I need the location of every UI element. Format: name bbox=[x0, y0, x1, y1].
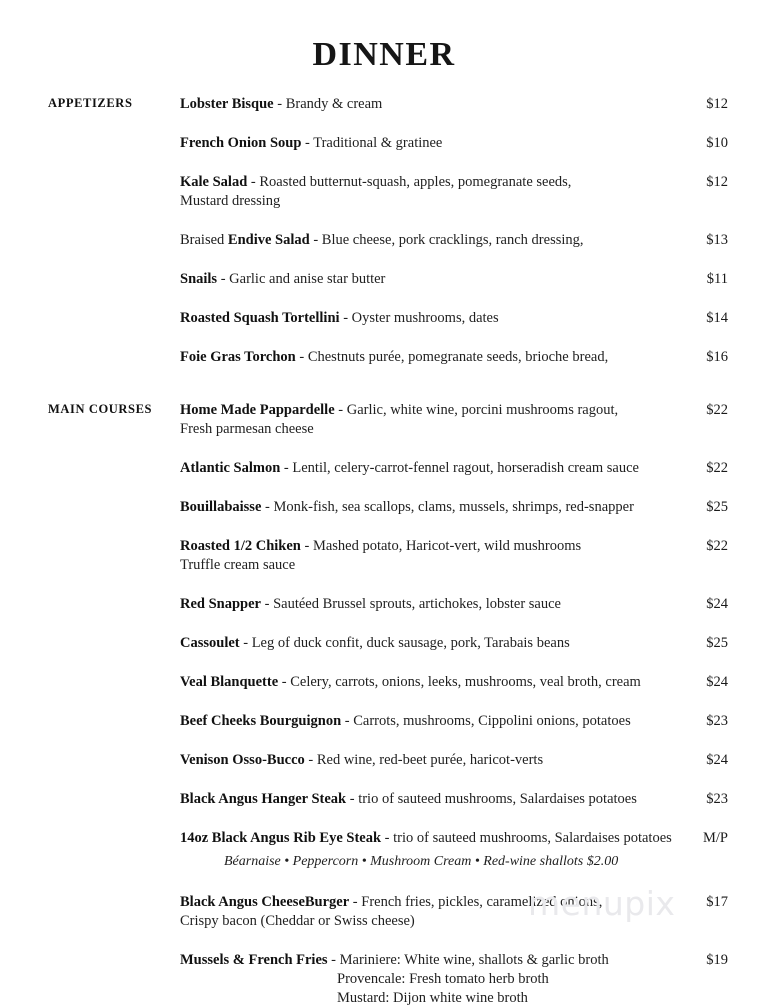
menu-item-description: - Oyster mushrooms, dates bbox=[339, 310, 499, 327]
menu-item-description: - Blue cheese, pork cracklings, ranch dressing, bbox=[309, 232, 584, 249]
menu-item-description: - Mariniere: White wine, shallots & garlic broth bbox=[327, 952, 609, 969]
menu-item-description-line2: Fresh parmesan cheese bbox=[180, 421, 314, 438]
section-label-appetizers: APPETIZERS bbox=[48, 96, 133, 111]
menu-item-price: $12 bbox=[706, 174, 728, 191]
menu-item-price: $19 bbox=[706, 952, 728, 969]
menu-item-description: - Roasted butternut-squash, apples, pomegranate seeds, bbox=[247, 174, 572, 191]
appetizers-item-list bbox=[0, 95, 768, 367]
menu-item-description: - Celery, carrots, onions, leeks, mushrooms, veal broth, cream bbox=[278, 674, 641, 691]
menu-item-description: - Leg of duck confit, duck sausage, pork, Tarabais beans bbox=[239, 635, 570, 652]
menu-item-description: - Sautéed Brussel sprouts, artichokes, lobster sauce bbox=[260, 596, 561, 613]
menu-item-price: $24 bbox=[706, 596, 728, 613]
menu-item-text bbox=[180, 231, 680, 250]
menu-item-text bbox=[180, 893, 680, 912]
menu-item[interactable] bbox=[0, 537, 768, 575]
menu-item-description: - trio of sauteed mushrooms, Salardaises potatoes bbox=[381, 830, 672, 847]
menu-item[interactable] bbox=[0, 401, 768, 439]
menu-item-price: $25 bbox=[706, 635, 728, 652]
menu-item[interactable] bbox=[0, 459, 768, 478]
menu-item-name: Bouillabaisse bbox=[180, 499, 262, 516]
menu-item-name: Snails bbox=[180, 271, 218, 288]
menu-item-text bbox=[180, 498, 680, 517]
menu-item-text bbox=[180, 673, 680, 692]
menu-item-price: $22 bbox=[706, 460, 728, 477]
menu-item-name: Kale Salad bbox=[180, 174, 248, 191]
section-label-main-courses: MAIN COURSES bbox=[48, 402, 153, 417]
sauce-options-note bbox=[0, 852, 768, 871]
menu-item[interactable] bbox=[0, 751, 768, 770]
menu-item-price: $12 bbox=[706, 96, 728, 113]
menu-item-description: - French fries, pickles, caramelized onions, bbox=[349, 894, 603, 911]
menu-item-prefix: Braised bbox=[180, 232, 228, 249]
menu-item[interactable] bbox=[0, 673, 768, 692]
menu-item-name: Veal Blanquette bbox=[180, 674, 279, 691]
menu-item[interactable] bbox=[0, 829, 768, 848]
menu-item-name: Roasted 1/2 Chiken bbox=[180, 538, 301, 555]
menu-item[interactable] bbox=[0, 595, 768, 614]
menu-item-name: Cassoulet bbox=[180, 635, 240, 652]
page-title: DINNER bbox=[312, 36, 456, 73]
menu-item-price: $11 bbox=[706, 271, 728, 288]
menu-item-text bbox=[180, 751, 680, 770]
menu-item-name: Red Snapper bbox=[180, 596, 261, 613]
menu-item-suboption: Mustard: Dijon white wine broth bbox=[337, 990, 528, 1007]
menu-item-name: Beef Cheeks Bourguignon bbox=[180, 713, 342, 730]
menu-item-text bbox=[180, 270, 680, 289]
menu-item-description: - Mashed potato, Haricot-vert, wild mushrooms bbox=[300, 538, 582, 555]
menu-item-price: M/P bbox=[703, 830, 728, 847]
menu-item-name: Foie Gras Torchon bbox=[180, 349, 296, 366]
menu-item[interactable] bbox=[0, 634, 768, 653]
menu-item-name: Mussels & French Fries bbox=[180, 952, 328, 969]
sauce-options-text: Béarnaise • Peppercorn • Mushroom Cream • Red-wine shallots $2.00 bbox=[224, 854, 619, 870]
menu-item-text bbox=[180, 537, 680, 556]
menu-item-name: Home Made Pappardelle bbox=[180, 402, 335, 419]
main-courses-item-list-continued bbox=[0, 893, 768, 1008]
menu-item-price: $13 bbox=[706, 232, 728, 249]
menu-item-text bbox=[180, 95, 680, 114]
menu-item-name: Black Angus Hanger Steak bbox=[180, 791, 347, 808]
menu-item[interactable] bbox=[0, 893, 768, 931]
menu-item-text bbox=[180, 401, 680, 420]
menu-item[interactable] bbox=[0, 231, 768, 250]
menu-item-text bbox=[180, 309, 680, 328]
menu-item-description-line2: Truffle cream sauce bbox=[180, 557, 296, 574]
menu-item-name: Lobster Bisque bbox=[180, 96, 274, 113]
menu-item-price: $14 bbox=[706, 310, 728, 327]
menu-item-text bbox=[180, 790, 680, 809]
menu-item-price: $25 bbox=[706, 499, 728, 516]
menu-item-name: 14oz Black Angus Rib Eye Steak bbox=[180, 830, 382, 847]
menu-item[interactable] bbox=[0, 95, 768, 114]
menu-item-name: Roasted Squash Tortellini bbox=[180, 310, 340, 327]
menu-item-description: - Red wine, red-beet purée, haricot-verts bbox=[304, 752, 544, 769]
menu-item-name: Black Angus CheeseBurger bbox=[180, 894, 350, 911]
menu-item-price: $23 bbox=[706, 791, 728, 808]
menu-item[interactable] bbox=[0, 951, 768, 1008]
menu-item[interactable] bbox=[0, 270, 768, 289]
section-appetizers bbox=[0, 73, 768, 367]
menu-item-name: Venison Osso-Bucco bbox=[180, 752, 305, 769]
menu-item-description: - Monk-fish, sea scallops, clams, mussels, shrimps, red-snapper bbox=[261, 499, 634, 516]
menu-item-suboptions bbox=[337, 970, 720, 1008]
menu-item-name: Endive Salad bbox=[227, 232, 310, 249]
menu-item[interactable] bbox=[0, 309, 768, 328]
menu-item-description: - Brandy & cream bbox=[273, 96, 383, 113]
menu-item-price: $16 bbox=[706, 349, 728, 366]
menu-item-description: - Chestnuts purée, pomegranate seeds, brioche bread, bbox=[295, 349, 609, 366]
menu-item[interactable] bbox=[0, 790, 768, 809]
menu-item-text bbox=[180, 829, 680, 848]
section-main-courses bbox=[0, 367, 768, 1008]
menu-item-text bbox=[180, 634, 680, 653]
menu-item-description-line2: Mustard dressing bbox=[180, 193, 281, 210]
menu-item[interactable] bbox=[0, 498, 768, 517]
main-courses-item-list bbox=[0, 401, 768, 848]
menu-item-text bbox=[180, 951, 680, 970]
menu-item-price: $10 bbox=[706, 135, 728, 152]
menu-item-description: - Traditional & gratinee bbox=[301, 135, 443, 152]
menu-item-text bbox=[180, 173, 680, 192]
menupix-watermark: menupix bbox=[528, 884, 676, 923]
menu-item[interactable] bbox=[0, 712, 768, 731]
menu-item-suboption: Provencale: Fresh tomato herb broth bbox=[337, 971, 549, 988]
menu-item-name: French Onion Soup bbox=[180, 135, 302, 152]
menu-item-price: $17 bbox=[706, 894, 728, 911]
menu-item-price: $23 bbox=[706, 713, 728, 730]
menu-item-description: - Garlic, white wine, porcini mushrooms ragout, bbox=[334, 402, 619, 419]
menu-item-text bbox=[180, 712, 680, 731]
menu-item-price: $22 bbox=[706, 538, 728, 555]
menu-item[interactable] bbox=[0, 134, 768, 153]
menu-item-text bbox=[180, 134, 680, 153]
menu-item-price: $24 bbox=[706, 752, 728, 769]
menu-item-text bbox=[180, 459, 680, 478]
menu-item[interactable] bbox=[0, 348, 768, 367]
menu-item-text bbox=[180, 348, 680, 367]
menu-item-text bbox=[180, 595, 680, 614]
menu-item[interactable] bbox=[0, 173, 768, 211]
menu-item-description: - Carrots, mushrooms, Cippolini onions, potatoes bbox=[341, 713, 631, 730]
menu-item-description: - Lentil, celery-carrot-fennel ragout, horseradish cream sauce bbox=[280, 460, 639, 477]
menu-item-description: - trio of sauteed mushrooms, Salardaises potatoes bbox=[346, 791, 637, 808]
menu-item-price: $22 bbox=[706, 402, 728, 419]
menu-item-price: $24 bbox=[706, 674, 728, 691]
menu-item-name: Atlantic Salmon bbox=[180, 460, 281, 477]
menu-item-description-line2: Crispy bacon (Cheddar or Swiss cheese) bbox=[180, 913, 415, 930]
menu-item-description: - Garlic and anise star butter bbox=[217, 271, 386, 288]
